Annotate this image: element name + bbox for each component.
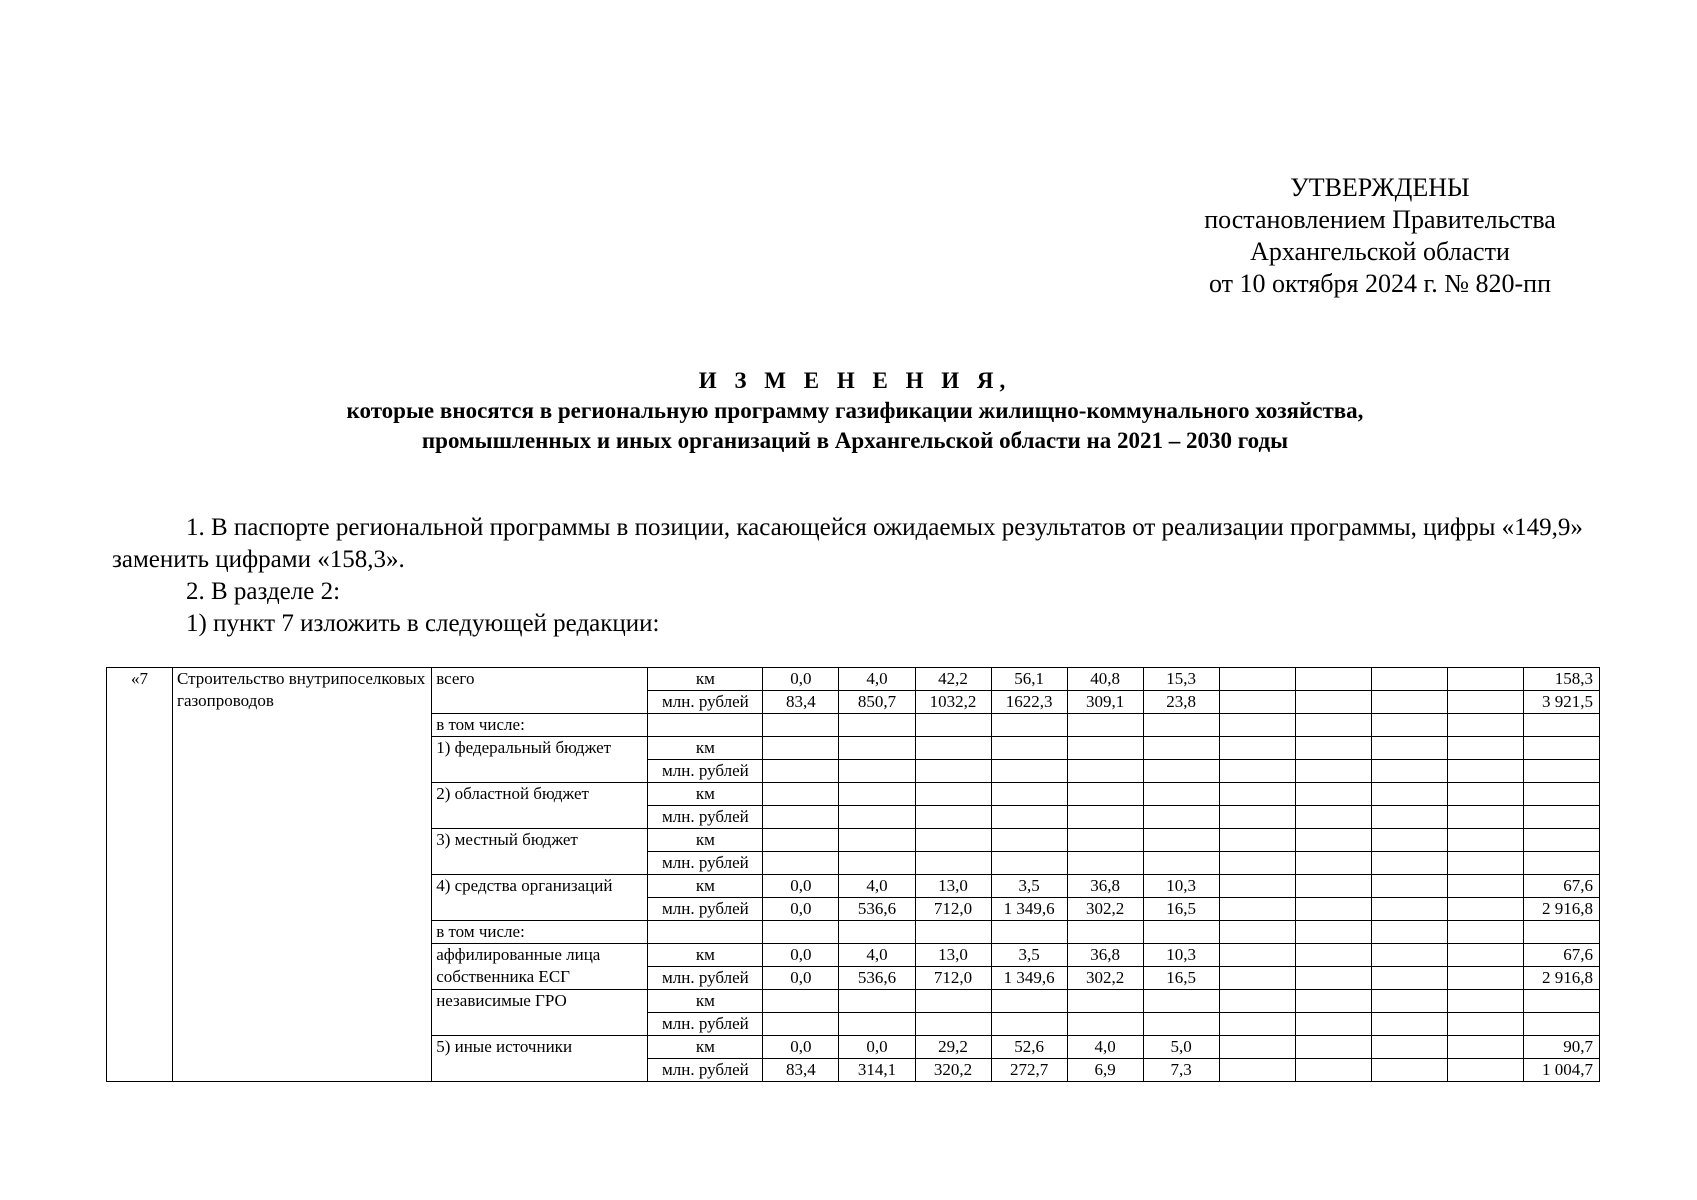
cell [1371,1036,1447,1059]
cell [1523,737,1599,760]
cell [1219,737,1295,760]
unit-km: км [648,783,763,806]
cell: 1 349,6 [991,967,1067,990]
cell [1219,898,1295,921]
cell [915,1013,991,1036]
cell: 272,7 [991,1059,1067,1082]
cell [1067,1013,1143,1036]
cell: 36,8 [1067,875,1143,898]
source-regional: 2) областной бюджет [432,783,648,829]
cell [1523,852,1599,875]
source-incl-2: в том числе: [432,921,648,944]
cell [1067,852,1143,875]
cell: 4,0 [839,944,915,967]
cell: 13,0 [915,944,991,967]
cell [991,714,1067,737]
source-affiliated: аффилированные лица собственника ЕСГ [432,944,648,990]
cell-total: 3 921,5 [1523,691,1599,714]
cell [1447,990,1523,1013]
cell [1295,714,1371,737]
cell: 309,1 [1067,691,1143,714]
cell [1447,714,1523,737]
cell [991,760,1067,783]
cell: 15,3 [1143,668,1219,691]
cell [1371,1013,1447,1036]
cell [1143,990,1219,1013]
cell [763,714,839,737]
cell [1219,944,1295,967]
cell [1219,714,1295,737]
cell-total: 90,7 [1523,1036,1599,1059]
unit-km: км [648,829,763,852]
cell [1523,760,1599,783]
cell [1295,921,1371,944]
cell [1295,829,1371,852]
cell [1371,967,1447,990]
cell [1295,1059,1371,1082]
cell [1447,737,1523,760]
source-federal: 1) федеральный бюджет [432,737,648,783]
cell [915,990,991,1013]
cell [1447,668,1523,691]
cell [1447,829,1523,852]
cell [1143,829,1219,852]
cell [839,714,915,737]
paragraph-3: 1) пункт 7 изложить в следующей редакции: [186,610,660,637]
cell: 850,7 [839,691,915,714]
cell [991,829,1067,852]
cell: 0,0 [763,668,839,691]
cell [915,783,991,806]
cell [1219,1059,1295,1082]
cell [1371,691,1447,714]
cell: 36,8 [1067,944,1143,967]
cell [991,806,1067,829]
cell [1295,737,1371,760]
cell [1295,1036,1371,1059]
cell [1143,852,1219,875]
cell: 16,5 [1143,967,1219,990]
cell [1447,898,1523,921]
cell: 16,5 [1143,898,1219,921]
unit-km: км [648,737,763,760]
cell [1447,783,1523,806]
cell: 4,0 [839,668,915,691]
cell [648,921,763,944]
cell [1447,691,1523,714]
cell [915,852,991,875]
cell [1143,737,1219,760]
cell [1067,783,1143,806]
unit-km: км [648,875,763,898]
cell [1371,921,1447,944]
cell [763,990,839,1013]
cell: 0,0 [763,898,839,921]
paragraph-1: 1. В паспорте региональной программы в позиции, касающейся ожидаемых результатов от реализации программы, цифры «149,9» заменить цифрами «158,3». [112,514,1583,573]
cell [1219,691,1295,714]
cell: 1032,2 [915,691,991,714]
cell [763,760,839,783]
cell [1067,829,1143,852]
cell: 4,0 [1067,1036,1143,1059]
cell [1371,783,1447,806]
cell [763,737,839,760]
cell: 13,0 [915,875,991,898]
cell [991,921,1067,944]
cell [1447,1013,1523,1036]
unit-km: км [648,944,763,967]
cell: 0,0 [763,1036,839,1059]
unit-rub: млн. рублей [648,967,763,990]
source-local: 3) местный бюджет [432,829,648,875]
cell: 302,2 [1067,898,1143,921]
approval-line-4: от 10 октября 2024 г. № 820-пп [1209,269,1551,298]
cell: 314,1 [839,1059,915,1082]
cell [991,1013,1067,1036]
cell [1371,990,1447,1013]
unit-rub: млн. рублей [648,1013,763,1036]
cell: 712,0 [915,967,991,990]
cell [1067,921,1143,944]
cell: 0,0 [839,1036,915,1059]
cell [1295,898,1371,921]
cell-total: 2 916,8 [1523,898,1599,921]
cell [839,829,915,852]
cell [1219,1036,1295,1059]
source-total: всего [432,668,648,714]
cell [1371,760,1447,783]
cell [1447,852,1523,875]
cell [1371,944,1447,967]
cell [763,1013,839,1036]
cell [1219,668,1295,691]
cell [1219,829,1295,852]
cell [1219,783,1295,806]
cell [1447,1036,1523,1059]
cell [1219,806,1295,829]
cell [1371,898,1447,921]
cell: 7,3 [1143,1059,1219,1082]
program-table [106,667,1600,1082]
cell [1447,921,1523,944]
cell [1447,760,1523,783]
document-body [112,512,1602,640]
cell [1523,829,1599,852]
cell: 42,2 [915,668,991,691]
cell [1295,806,1371,829]
cell [1295,760,1371,783]
document-title [90,366,1620,456]
cell: 5,0 [1143,1036,1219,1059]
unit-rub: млн. рублей [648,852,763,875]
cell [1219,967,1295,990]
cell [1067,714,1143,737]
unit-rub: млн. рублей [648,760,763,783]
cell: 10,3 [1143,944,1219,967]
approval-line-3: Архангельской области [1250,237,1510,266]
cell [1067,760,1143,783]
cell [1523,806,1599,829]
source-orgs: 4) средства организаций [432,875,648,921]
cell [839,806,915,829]
cell [1371,1059,1447,1082]
cell [839,921,915,944]
cell: 0,0 [763,875,839,898]
cell [1295,852,1371,875]
cell [1143,806,1219,829]
unit-km: км [648,668,763,691]
cell [1447,944,1523,967]
cell [839,737,915,760]
cell: 320,2 [915,1059,991,1082]
cell [1067,806,1143,829]
cell [1219,990,1295,1013]
cell [1447,875,1523,898]
cell [1295,691,1371,714]
cell [763,806,839,829]
cell [839,783,915,806]
cell [1295,668,1371,691]
unit-km: км [648,990,763,1013]
source-incl-1: в том числе: [432,714,648,737]
cell [763,921,839,944]
unit-rub: млн. рублей [648,898,763,921]
cell: 4,0 [839,875,915,898]
title-line-1: которые вносятся в региональную программу газификации жилищно-коммунального хозяйства, [346,398,1364,423]
cell [1143,760,1219,783]
cell [763,829,839,852]
cell [991,737,1067,760]
approval-stamp [1130,172,1630,300]
cell [1219,1013,1295,1036]
cell: 6,9 [1067,1059,1143,1082]
cell [915,714,991,737]
cell: 83,4 [763,1059,839,1082]
cell: 3,5 [991,944,1067,967]
cell: 23,8 [1143,691,1219,714]
title-heading: И З М Е Н Е Н И Я, [698,368,1012,393]
cell [1067,737,1143,760]
cell [1447,806,1523,829]
cell [1219,875,1295,898]
source-other: 5) иные источники [432,1036,648,1082]
cell [1295,1013,1371,1036]
cell-total: 67,6 [1523,944,1599,967]
cell [1219,760,1295,783]
cell [1523,1013,1599,1036]
cell [839,990,915,1013]
cell [1143,921,1219,944]
cell [1523,714,1599,737]
cell: 40,8 [1067,668,1143,691]
cell: 0,0 [763,967,839,990]
measure-name: Строительство внутрипоселковых газопроводов [173,668,432,1082]
cell [1295,944,1371,967]
cell [915,806,991,829]
cell: 712,0 [915,898,991,921]
cell [915,829,991,852]
cell [1143,783,1219,806]
cell [648,714,763,737]
cell [1523,990,1599,1013]
cell [763,783,839,806]
cell [1447,1059,1523,1082]
cell [1371,829,1447,852]
table-row [107,668,1600,691]
cell [1067,990,1143,1013]
cell [915,737,991,760]
unit-rub: млн. рублей [648,691,763,714]
cell [1371,737,1447,760]
cell [839,760,915,783]
cell [763,852,839,875]
cell [1295,967,1371,990]
cell: 83,4 [763,691,839,714]
cell: 29,2 [915,1036,991,1059]
cell [1371,852,1447,875]
cell [1447,967,1523,990]
cell-total: 67,6 [1523,875,1599,898]
cell [915,760,991,783]
cell [1371,714,1447,737]
cell: 302,2 [1067,967,1143,990]
cell: 10,3 [1143,875,1219,898]
unit-km: км [648,1036,763,1059]
cell [1523,783,1599,806]
cell [1371,875,1447,898]
cell: 52,6 [991,1036,1067,1059]
cell: 536,6 [839,898,915,921]
cell [1371,806,1447,829]
cell [1143,714,1219,737]
cell: 56,1 [991,668,1067,691]
cell: 1622,3 [991,691,1067,714]
source-independent: независимые ГРО [432,990,648,1036]
cell-total: 2 916,8 [1523,967,1599,990]
cell [839,1013,915,1036]
unit-rub: млн. рублей [648,1059,763,1082]
title-line-2: промышленных и иных организаций в Архангельской области на 2021 – 2030 годы [421,428,1289,453]
cell: 3,5 [991,875,1067,898]
cell-total: 1 004,7 [1523,1059,1599,1082]
cell [1371,668,1447,691]
cell [991,783,1067,806]
cell [1219,852,1295,875]
cell [1295,783,1371,806]
cell [991,852,1067,875]
cell [1295,875,1371,898]
cell [1219,921,1295,944]
paragraph-2: 2. В разделе 2: [186,578,341,605]
approval-line-2: постановлением Правительства [1204,205,1556,234]
approval-line-1: УТВЕРЖДЕНЫ [1290,173,1470,202]
cell [1295,990,1371,1013]
cell: 1 349,6 [991,898,1067,921]
cell-total: 158,3 [1523,668,1599,691]
unit-rub: млн. рублей [648,806,763,829]
cell [1143,1013,1219,1036]
position-number: «7 [107,668,173,1082]
cell [839,852,915,875]
cell [1523,921,1599,944]
cell: 536,6 [839,967,915,990]
cell [915,921,991,944]
cell: 0,0 [763,944,839,967]
cell [991,990,1067,1013]
